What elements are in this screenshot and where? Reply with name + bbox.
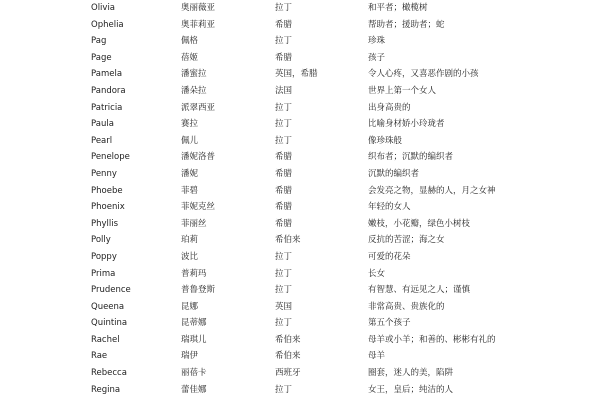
- origin-cell: 希腊: [275, 185, 293, 196]
- meaning-cell: 反抗的苦涩；海之女: [368, 235, 445, 246]
- origin-cell: 希腊: [275, 202, 293, 213]
- table-row: [0, 299, 600, 316]
- table-row: [0, 348, 600, 365]
- chinese-name-cell: 瑞伊: [181, 351, 199, 362]
- origin-cell: 拉丁: [275, 384, 293, 395]
- table-row: [0, 315, 600, 332]
- meaning-cell: 沉默的编织者: [368, 168, 420, 179]
- english-name-cell: Prima: [91, 268, 116, 279]
- origin-cell: 拉丁: [275, 251, 293, 262]
- origin-cell: 拉丁: [275, 318, 293, 329]
- chinese-name-cell: 菲碧: [181, 185, 199, 196]
- origin-cell: 西班牙: [275, 368, 301, 379]
- chinese-name-cell: 普鲁登斯: [181, 285, 216, 296]
- chinese-name-cell: 派翠西亚: [181, 102, 216, 113]
- origin-cell: 拉丁: [275, 3, 293, 13]
- table-row: [0, 17, 600, 34]
- chinese-name-cell: 潘朵拉: [181, 85, 207, 96]
- english-name-cell: Regina: [91, 384, 121, 395]
- origin-cell: 希腊: [275, 218, 293, 229]
- english-name-cell: Prudence: [91, 285, 131, 296]
- meaning-cell: 嫩枝，小花瓣，绿色小树枝: [368, 218, 471, 229]
- table-row: [0, 332, 600, 349]
- meaning-cell: 母羊或小羊；和善的、彬彬有礼的: [368, 334, 496, 345]
- chinese-name-cell: 赛拉: [181, 119, 199, 130]
- english-name-cell: Pag: [91, 36, 107, 47]
- english-name-cell: Ophelia: [91, 19, 124, 30]
- meaning-cell: 织布者；沉默的编织者: [368, 152, 454, 163]
- chinese-name-cell: 菲妮克丝: [181, 202, 216, 213]
- origin-cell: 希腊: [275, 168, 293, 179]
- table-row: [0, 199, 600, 216]
- origin-cell: 拉丁: [275, 268, 293, 279]
- chinese-name-cell: 昆蒂娜: [181, 318, 207, 329]
- chinese-name-cell: 潘妮洛普: [181, 152, 216, 163]
- meaning-cell: 第五个孩子: [368, 318, 411, 329]
- meaning-cell: 非常高贵、贵族化的: [368, 301, 445, 312]
- chinese-name-cell: 奥菲莉亚: [181, 19, 216, 30]
- origin-cell: 希伯来: [275, 351, 301, 362]
- chinese-name-cell: 丽蓓卡: [181, 368, 207, 379]
- origin-cell: 希腊: [275, 52, 293, 63]
- meaning-cell: 女王，皇后；纯洁的人: [368, 384, 454, 395]
- chinese-name-cell: 昆娜: [181, 301, 199, 312]
- english-name-cell: Pearl: [91, 135, 113, 146]
- origin-cell: 英国，希腊: [275, 69, 318, 80]
- meaning-cell: 像珍珠般: [368, 135, 403, 146]
- chinese-name-cell: 潘蜜拉: [181, 69, 207, 80]
- origin-cell: 拉丁: [275, 102, 293, 113]
- english-name-cell: Paula: [91, 119, 114, 130]
- english-name-cell: Queena: [91, 301, 125, 312]
- meaning-cell: 年轻的女人: [368, 202, 411, 213]
- meaning-cell: 会发亮之物，显赫的人，月之女神: [368, 185, 496, 196]
- chinese-name-cell: 潘妮: [181, 168, 199, 179]
- origin-cell: 希腊: [275, 19, 293, 30]
- table-row: [0, 33, 600, 50]
- meaning-cell: 孩子: [368, 52, 386, 63]
- table-row: [0, 282, 600, 299]
- meaning-cell: 可爱的花朵: [368, 251, 411, 262]
- origin-cell: 拉丁: [275, 285, 293, 296]
- table-row: [0, 382, 600, 399]
- english-name-cell: Page: [91, 52, 112, 63]
- meaning-cell: 圈套，迷人的美，陷阱: [368, 368, 454, 379]
- origin-cell: 拉丁: [275, 135, 293, 146]
- english-name-cell: Patricia: [91, 102, 123, 113]
- english-name-cell: Rebecca: [91, 368, 127, 379]
- english-name-cell: Pamela: [91, 69, 123, 80]
- chinese-name-cell: 蓓姬: [181, 52, 199, 63]
- meaning-cell: 和平者；橄榄树: [368, 3, 428, 13]
- table-row: [0, 166, 600, 183]
- table-row: [0, 0, 600, 17]
- meaning-cell: 令人心疼，又喜恶作剧的小孩: [368, 69, 479, 80]
- english-name-cell: Rae: [91, 351, 108, 362]
- meaning-cell: 母羊: [368, 351, 386, 362]
- table-row: [0, 83, 600, 100]
- english-name-cell: Phyllis: [91, 218, 119, 229]
- meaning-cell: 世界上第一个女人: [368, 85, 437, 96]
- origin-cell: 英国: [275, 301, 293, 312]
- table-row: [0, 100, 600, 117]
- table-row: [0, 216, 600, 233]
- origin-cell: 希伯来: [275, 334, 301, 345]
- chinese-name-cell: 菲丽丝: [181, 218, 207, 229]
- meaning-cell: 帮助者；援助者；蛇: [368, 19, 445, 30]
- english-name-cell: Pandora: [91, 85, 126, 96]
- chinese-name-cell: 奥丽薇亚: [181, 3, 216, 13]
- table-row: [0, 149, 600, 166]
- chinese-name-cell: 普莉玛: [181, 268, 207, 279]
- english-name-cell: Phoebe: [91, 185, 123, 196]
- english-name-cell: Polly: [91, 235, 111, 246]
- english-name-cell: Olivia: [91, 3, 116, 13]
- chinese-name-cell: 波比: [181, 251, 199, 262]
- origin-cell: 法国: [275, 85, 293, 96]
- table-row: [0, 249, 600, 266]
- english-name-cell: Quintina: [91, 318, 128, 329]
- table-row: [0, 133, 600, 150]
- table-row: [0, 50, 600, 67]
- table-row: [0, 183, 600, 200]
- table-row: [0, 365, 600, 382]
- meaning-cell: 出身高贵的: [368, 102, 411, 113]
- meaning-cell: 珍珠: [368, 36, 386, 47]
- table-row: [0, 116, 600, 133]
- origin-cell: 希腊: [275, 152, 293, 163]
- chinese-name-cell: 佩儿: [181, 135, 199, 146]
- origin-cell: 希伯来: [275, 235, 301, 246]
- origin-cell: 拉丁: [275, 36, 293, 47]
- table-row: [0, 66, 600, 83]
- meaning-cell: 比喻身材娇小玲珑者: [368, 119, 445, 130]
- meaning-cell: 有智慧、有远见之人；谨慎: [368, 285, 471, 296]
- chinese-name-cell: 佩格: [181, 36, 199, 47]
- meaning-cell: 长女: [368, 268, 386, 279]
- english-name-cell: Penny: [91, 168, 117, 179]
- english-name-cell: Poppy: [91, 251, 117, 262]
- chinese-name-cell: 瑞琪儿: [181, 334, 207, 345]
- origin-cell: 拉丁: [275, 119, 293, 130]
- english-name-cell: Phoenix: [91, 202, 125, 213]
- english-name-cell: Rachel: [91, 334, 120, 345]
- table-row: [0, 232, 600, 249]
- english-name-cell: Penelope: [91, 152, 130, 163]
- chinese-name-cell: 珀莉: [181, 235, 199, 246]
- chinese-name-cell: 蕾佳娜: [181, 384, 207, 395]
- table-row: [0, 266, 600, 283]
